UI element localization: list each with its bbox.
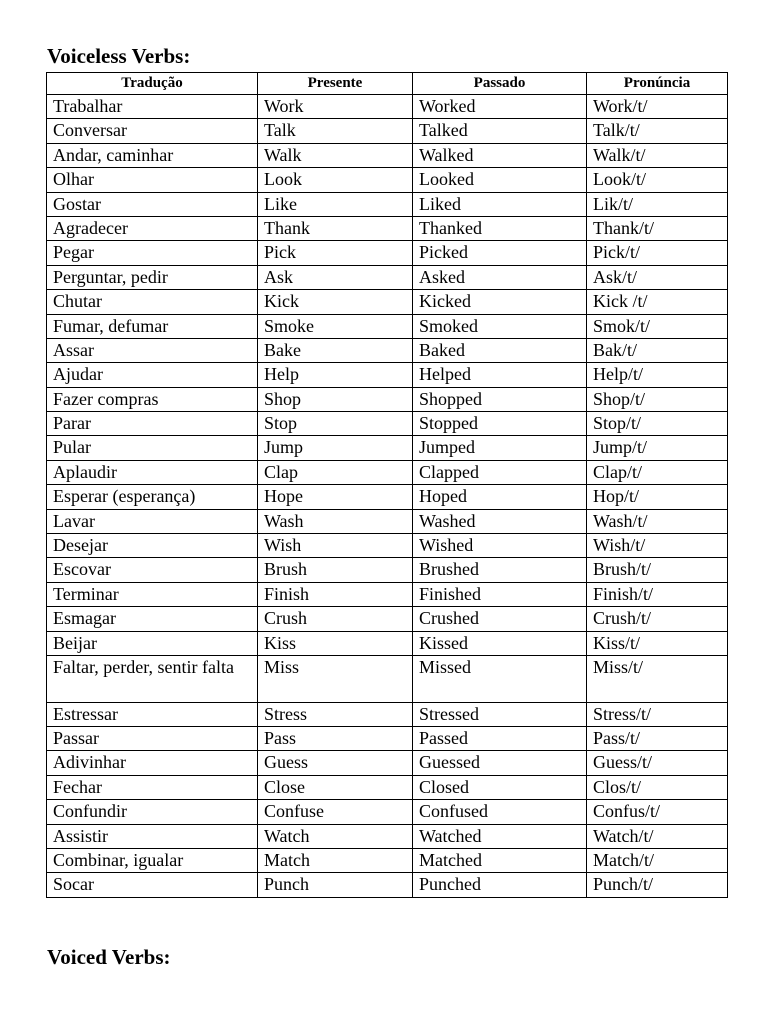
cell-traducao: Conversar xyxy=(47,119,258,143)
cell-presente: Talk xyxy=(258,119,413,143)
cell-pronuncia: Finish/t/ xyxy=(587,582,728,606)
cell-traducao: Assar xyxy=(47,338,258,362)
cell-pronuncia: Pass/t/ xyxy=(587,726,728,750)
cell-presente: Guess xyxy=(258,751,413,775)
cell-passado: Closed xyxy=(413,775,587,799)
cell-presente: Thank xyxy=(258,216,413,240)
cell-passado: Worked xyxy=(413,95,587,119)
cell-passado: Guessed xyxy=(413,751,587,775)
cell-traducao: Agradecer xyxy=(47,216,258,240)
cell-passado: Washed xyxy=(413,509,587,533)
cell-traducao: Chutar xyxy=(47,290,258,314)
cell-presente: Punch xyxy=(258,873,413,897)
table-row xyxy=(47,412,728,436)
cell-passado: Walked xyxy=(413,143,587,167)
cell-pronuncia: Stop/t/ xyxy=(587,412,728,436)
cell-passado: Kicked xyxy=(413,290,587,314)
cell-passado: Wished xyxy=(413,534,587,558)
cell-passado: Shopped xyxy=(413,387,587,411)
cell-traducao: Aplaudir xyxy=(47,460,258,484)
cell-passado: Clapped xyxy=(413,460,587,484)
cell-pronuncia: Bak/t/ xyxy=(587,338,728,362)
cell-pronuncia: Smok/t/ xyxy=(587,314,728,338)
cell-pronuncia: Match/t/ xyxy=(587,848,728,872)
table-header xyxy=(47,73,728,95)
header-presente: Presente xyxy=(258,73,413,95)
cell-traducao: Parar xyxy=(47,412,258,436)
cell-pronuncia: Guess/t/ xyxy=(587,751,728,775)
header-pronuncia: Pronúncia xyxy=(587,73,728,95)
cell-presente: Walk xyxy=(258,143,413,167)
table-row xyxy=(47,460,728,484)
cell-traducao: Beijar xyxy=(47,631,258,655)
cell-passado: Missed xyxy=(413,655,587,702)
cell-traducao: Desejar xyxy=(47,534,258,558)
cell-passado: Punched xyxy=(413,873,587,897)
cell-passado: Picked xyxy=(413,241,587,265)
cell-presente: Ask xyxy=(258,265,413,289)
cell-passado: Thanked xyxy=(413,216,587,240)
cell-presente: Pick xyxy=(258,241,413,265)
header-passado: Passado xyxy=(413,73,587,95)
cell-presente: Wash xyxy=(258,509,413,533)
cell-traducao: Fazer compras xyxy=(47,387,258,411)
cell-traducao: Lavar xyxy=(47,509,258,533)
cell-presente: Look xyxy=(258,168,413,192)
cell-traducao: Gostar xyxy=(47,192,258,216)
cell-passado: Jumped xyxy=(413,436,587,460)
cell-presente: Crush xyxy=(258,607,413,631)
cell-traducao: Confundir xyxy=(47,800,258,824)
table-row xyxy=(47,363,728,387)
table-row xyxy=(47,655,728,702)
table-row xyxy=(47,607,728,631)
table-row xyxy=(47,168,728,192)
cell-pronuncia: Thank/t/ xyxy=(587,216,728,240)
cell-presente: Clap xyxy=(258,460,413,484)
cell-presente: Match xyxy=(258,848,413,872)
table-row xyxy=(47,436,728,460)
cell-pronuncia: Work/t/ xyxy=(587,95,728,119)
cell-passado: Matched xyxy=(413,848,587,872)
cell-traducao: Trabalhar xyxy=(47,95,258,119)
table-row xyxy=(47,192,728,216)
cell-traducao: Passar xyxy=(47,726,258,750)
cell-presente: Miss xyxy=(258,655,413,702)
table-row xyxy=(47,241,728,265)
cell-pronuncia: Clos/t/ xyxy=(587,775,728,799)
cell-presente: Finish xyxy=(258,582,413,606)
table-row xyxy=(47,119,728,143)
cell-pronuncia: Jump/t/ xyxy=(587,436,728,460)
cell-pronuncia: Wish/t/ xyxy=(587,534,728,558)
cell-traducao: Assistir xyxy=(47,824,258,848)
cell-passado: Baked xyxy=(413,338,587,362)
table-row xyxy=(47,534,728,558)
cell-presente: Kiss xyxy=(258,631,413,655)
table-row xyxy=(47,873,728,897)
cell-pronuncia: Walk/t/ xyxy=(587,143,728,167)
table-row xyxy=(47,582,728,606)
cell-passado: Watched xyxy=(413,824,587,848)
cell-pronuncia: Talk/t/ xyxy=(587,119,728,143)
cell-traducao: Combinar, igualar xyxy=(47,848,258,872)
cell-pronuncia: Punch/t/ xyxy=(587,873,728,897)
table-row xyxy=(47,848,728,872)
cell-passado: Stopped xyxy=(413,412,587,436)
voiced-verbs-title: Voiced Verbs: xyxy=(47,945,171,969)
cell-passado: Kissed xyxy=(413,631,587,655)
cell-presente: Kick xyxy=(258,290,413,314)
cell-traducao: Andar, caminhar xyxy=(47,143,258,167)
cell-passado: Talked xyxy=(413,119,587,143)
header-traducao: Tradução xyxy=(47,73,258,95)
cell-traducao: Pegar xyxy=(47,241,258,265)
cell-pronuncia: Brush/t/ xyxy=(587,558,728,582)
cell-pronuncia: Kick /t/ xyxy=(587,290,728,314)
cell-pronuncia: Watch/t/ xyxy=(587,824,728,848)
cell-presente: Like xyxy=(258,192,413,216)
cell-pronuncia: Lik/t/ xyxy=(587,192,728,216)
cell-pronuncia: Hop/t/ xyxy=(587,485,728,509)
cell-pronuncia: Confus/t/ xyxy=(587,800,728,824)
cell-traducao: Fechar xyxy=(47,775,258,799)
table-row xyxy=(47,265,728,289)
cell-traducao: Estressar xyxy=(47,702,258,726)
cell-presente: Brush xyxy=(258,558,413,582)
cell-passado: Stressed xyxy=(413,702,587,726)
cell-passado: Asked xyxy=(413,265,587,289)
cell-passado: Confused xyxy=(413,800,587,824)
cell-presente: Shop xyxy=(258,387,413,411)
cell-pronuncia: Miss/t/ xyxy=(587,655,728,702)
cell-traducao: Faltar, perder, sentir falta xyxy=(47,655,258,702)
table-row xyxy=(47,775,728,799)
table-row xyxy=(47,143,728,167)
cell-traducao: Pular xyxy=(47,436,258,460)
cell-passado: Looked xyxy=(413,168,587,192)
table-row xyxy=(47,631,728,655)
cell-pronuncia: Help/t/ xyxy=(587,363,728,387)
cell-presente: Confuse xyxy=(258,800,413,824)
cell-passado: Crushed xyxy=(413,607,587,631)
voiceless-verbs-title: Voiceless Verbs: xyxy=(47,44,191,68)
cell-presente: Wish xyxy=(258,534,413,558)
table-row xyxy=(47,216,728,240)
table-row xyxy=(47,290,728,314)
cell-traducao: Terminar xyxy=(47,582,258,606)
cell-presente: Bake xyxy=(258,338,413,362)
cell-presente: Close xyxy=(258,775,413,799)
table-row xyxy=(47,824,728,848)
table-row xyxy=(47,387,728,411)
cell-traducao: Perguntar, pedir xyxy=(47,265,258,289)
table-row xyxy=(47,485,728,509)
cell-pronuncia: Clap/t/ xyxy=(587,460,728,484)
table-row xyxy=(47,702,728,726)
cell-passado: Liked xyxy=(413,192,587,216)
cell-pronuncia: Kiss/t/ xyxy=(587,631,728,655)
table-row xyxy=(47,95,728,119)
cell-pronuncia: Wash/t/ xyxy=(587,509,728,533)
cell-traducao: Olhar xyxy=(47,168,258,192)
cell-passado: Helped xyxy=(413,363,587,387)
cell-presente: Work xyxy=(258,95,413,119)
table-row xyxy=(47,726,728,750)
cell-pronuncia: Shop/t/ xyxy=(587,387,728,411)
table-body xyxy=(47,95,728,898)
cell-traducao: Fumar, defumar xyxy=(47,314,258,338)
cell-traducao: Esperar (esperança) xyxy=(47,485,258,509)
header-row xyxy=(47,73,728,95)
cell-presente: Hope xyxy=(258,485,413,509)
cell-passado: Finished xyxy=(413,582,587,606)
cell-presente: Smoke xyxy=(258,314,413,338)
cell-traducao: Ajudar xyxy=(47,363,258,387)
cell-passado: Hoped xyxy=(413,485,587,509)
cell-pronuncia: Stress/t/ xyxy=(587,702,728,726)
cell-presente: Pass xyxy=(258,726,413,750)
cell-presente: Watch xyxy=(258,824,413,848)
cell-passado: Smoked xyxy=(413,314,587,338)
cell-traducao: Esmagar xyxy=(47,607,258,631)
cell-passado: Passed xyxy=(413,726,587,750)
cell-traducao: Adivinhar xyxy=(47,751,258,775)
cell-pronuncia: Ask/t/ xyxy=(587,265,728,289)
cell-pronuncia: Crush/t/ xyxy=(587,607,728,631)
cell-presente: Stress xyxy=(258,702,413,726)
cell-presente: Help xyxy=(258,363,413,387)
voiceless-verbs-table xyxy=(46,72,728,898)
cell-pronuncia: Look/t/ xyxy=(587,168,728,192)
table-row xyxy=(47,751,728,775)
cell-presente: Jump xyxy=(258,436,413,460)
table-row xyxy=(47,314,728,338)
cell-passado: Brushed xyxy=(413,558,587,582)
table-row xyxy=(47,509,728,533)
table-row xyxy=(47,558,728,582)
cell-presente: Stop xyxy=(258,412,413,436)
cell-pronuncia: Pick/t/ xyxy=(587,241,728,265)
table-row xyxy=(47,800,728,824)
cell-traducao: Escovar xyxy=(47,558,258,582)
table-row xyxy=(47,338,728,362)
cell-traducao: Socar xyxy=(47,873,258,897)
